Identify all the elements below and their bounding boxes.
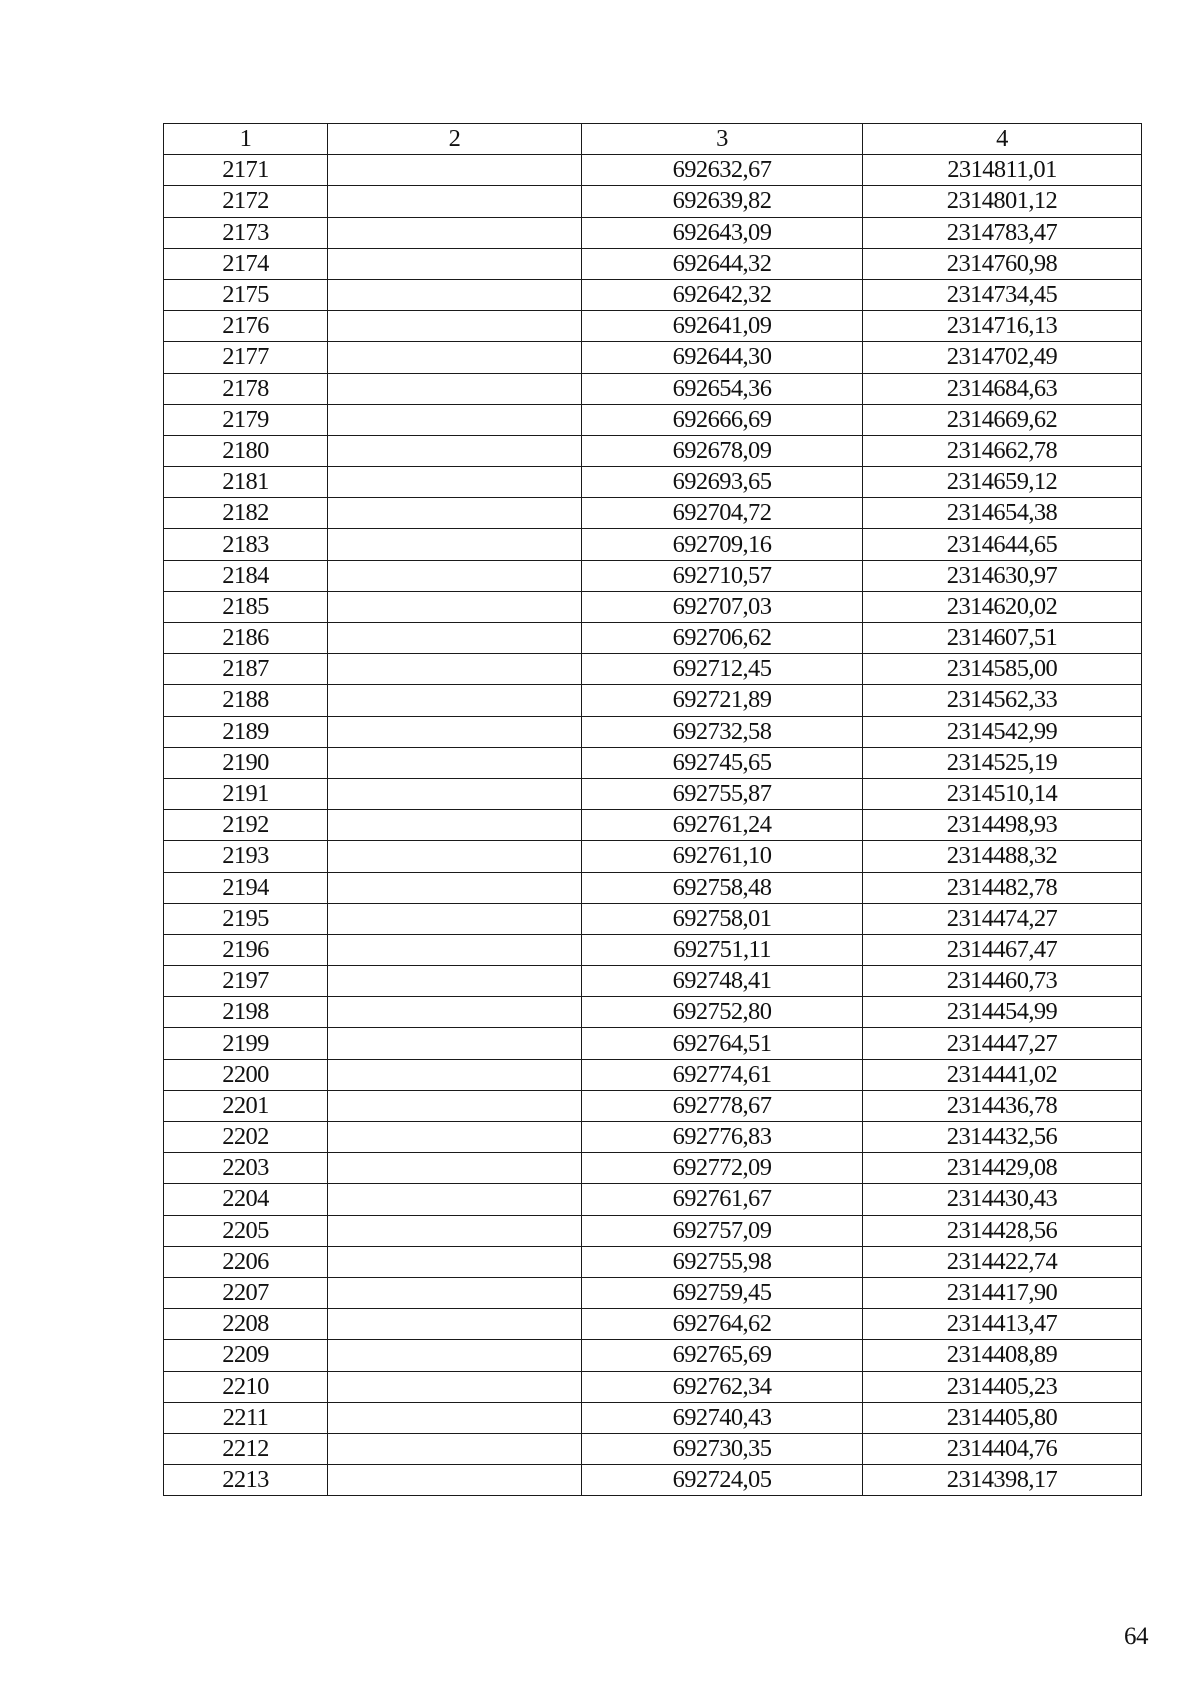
point-number-cell: 2191 [164, 778, 328, 809]
table-row [164, 373, 1142, 404]
point-number-cell: 2185 [164, 591, 328, 622]
table-row [164, 810, 1142, 841]
y-coordinate-cell: 2314811,01 [863, 155, 1142, 186]
point-number-cell: 2192 [164, 810, 328, 841]
table-row [164, 1309, 1142, 1340]
y-coordinate-cell: 2314460,73 [863, 966, 1142, 997]
point-number-cell: 2180 [164, 435, 328, 466]
point-number-cell: 2209 [164, 1340, 328, 1371]
point-number-cell: 2198 [164, 997, 328, 1028]
x-coordinate-cell: 692761,24 [582, 810, 863, 841]
y-coordinate-cell: 2314428,56 [863, 1215, 1142, 1246]
point-number-cell: 2183 [164, 529, 328, 560]
empty-cell [328, 217, 582, 248]
point-number-cell: 2206 [164, 1246, 328, 1277]
x-coordinate-cell: 692644,32 [582, 248, 863, 279]
empty-cell [328, 1402, 582, 1433]
header-cell-3: 3 [582, 124, 863, 155]
x-coordinate-cell: 692761,67 [582, 1184, 863, 1215]
y-coordinate-cell: 2314474,27 [863, 903, 1142, 934]
empty-cell [328, 1465, 582, 1496]
empty-cell [328, 529, 582, 560]
x-coordinate-cell: 692752,80 [582, 997, 863, 1028]
x-coordinate-cell: 692758,48 [582, 872, 863, 903]
table-row [164, 1340, 1142, 1371]
y-coordinate-cell: 2314630,97 [863, 560, 1142, 591]
table-row [164, 591, 1142, 622]
point-number-cell: 2184 [164, 560, 328, 591]
table-row [164, 217, 1142, 248]
x-coordinate-cell: 692704,72 [582, 498, 863, 529]
table-row [164, 1153, 1142, 1184]
y-coordinate-cell: 2314467,47 [863, 934, 1142, 965]
x-coordinate-cell: 692641,09 [582, 311, 863, 342]
point-number-cell: 2177 [164, 342, 328, 373]
table-row [164, 1028, 1142, 1059]
empty-cell [328, 404, 582, 435]
table-row [164, 997, 1142, 1028]
y-coordinate-cell: 2314659,12 [863, 467, 1142, 498]
point-number-cell: 2205 [164, 1215, 328, 1246]
empty-cell [328, 279, 582, 310]
point-number-cell: 2195 [164, 903, 328, 934]
point-number-cell: 2194 [164, 872, 328, 903]
x-coordinate-cell: 692764,62 [582, 1309, 863, 1340]
table-row [164, 778, 1142, 809]
table-row [164, 966, 1142, 997]
empty-cell [328, 155, 582, 186]
x-coordinate-cell: 692765,69 [582, 1340, 863, 1371]
empty-cell [328, 560, 582, 591]
empty-cell [328, 1059, 582, 1090]
point-number-cell: 2174 [164, 248, 328, 279]
x-coordinate-cell: 692706,62 [582, 623, 863, 654]
x-coordinate-cell: 692639,82 [582, 186, 863, 217]
y-coordinate-cell: 2314432,56 [863, 1122, 1142, 1153]
empty-cell [328, 810, 582, 841]
y-coordinate-cell: 2314405,80 [863, 1402, 1142, 1433]
table-row [164, 1090, 1142, 1121]
table-row [164, 435, 1142, 466]
point-number-cell: 2187 [164, 654, 328, 685]
x-coordinate-cell: 692707,03 [582, 591, 863, 622]
point-number-cell: 2204 [164, 1184, 328, 1215]
table-body [164, 155, 1142, 1496]
x-coordinate-cell: 692764,51 [582, 1028, 863, 1059]
y-coordinate-cell: 2314413,47 [863, 1309, 1142, 1340]
empty-cell [328, 1215, 582, 1246]
y-coordinate-cell: 2314417,90 [863, 1277, 1142, 1308]
x-coordinate-cell: 692721,89 [582, 685, 863, 716]
x-coordinate-cell: 692732,58 [582, 716, 863, 747]
empty-cell [328, 1433, 582, 1464]
empty-cell [328, 1153, 582, 1184]
empty-cell [328, 1277, 582, 1308]
empty-cell [328, 498, 582, 529]
y-coordinate-cell: 2314454,99 [863, 997, 1142, 1028]
point-number-cell: 2193 [164, 841, 328, 872]
point-number-cell: 2196 [164, 934, 328, 965]
empty-cell [328, 373, 582, 404]
empty-cell [328, 1309, 582, 1340]
y-coordinate-cell: 2314447,27 [863, 1028, 1142, 1059]
table-row [164, 1433, 1142, 1464]
y-coordinate-cell: 2314422,74 [863, 1246, 1142, 1277]
table-row [164, 623, 1142, 654]
x-coordinate-cell: 692755,87 [582, 778, 863, 809]
empty-cell [328, 1090, 582, 1121]
x-coordinate-cell: 692632,67 [582, 155, 863, 186]
y-coordinate-cell: 2314510,14 [863, 778, 1142, 809]
header-cell-1: 1 [164, 124, 328, 155]
empty-cell [328, 342, 582, 373]
point-number-cell: 2172 [164, 186, 328, 217]
y-coordinate-cell: 2314562,33 [863, 685, 1142, 716]
x-coordinate-cell: 692693,65 [582, 467, 863, 498]
empty-cell [328, 1122, 582, 1153]
y-coordinate-cell: 2314482,78 [863, 872, 1142, 903]
y-coordinate-cell: 2314801,12 [863, 186, 1142, 217]
y-coordinate-cell: 2314488,32 [863, 841, 1142, 872]
x-coordinate-cell: 692761,10 [582, 841, 863, 872]
x-coordinate-cell: 692709,16 [582, 529, 863, 560]
empty-cell [328, 685, 582, 716]
y-coordinate-cell: 2314430,43 [863, 1184, 1142, 1215]
empty-cell [328, 1246, 582, 1277]
x-coordinate-cell: 692642,32 [582, 279, 863, 310]
page-number: 64 [1124, 1623, 1148, 1650]
header-row [164, 124, 1142, 155]
point-number-cell: 2189 [164, 716, 328, 747]
point-number-cell: 2202 [164, 1122, 328, 1153]
table-row [164, 716, 1142, 747]
table-row [164, 1059, 1142, 1090]
y-coordinate-cell: 2314398,17 [863, 1465, 1142, 1496]
coordinates-table [163, 123, 1142, 1496]
x-coordinate-cell: 692666,69 [582, 404, 863, 435]
table-row [164, 934, 1142, 965]
table-row [164, 747, 1142, 778]
empty-cell [328, 716, 582, 747]
point-number-cell: 2201 [164, 1090, 328, 1121]
point-number-cell: 2213 [164, 1465, 328, 1496]
empty-cell [328, 872, 582, 903]
x-coordinate-cell: 692730,35 [582, 1433, 863, 1464]
table-row [164, 1465, 1142, 1496]
x-coordinate-cell: 692755,98 [582, 1246, 863, 1277]
empty-cell [328, 623, 582, 654]
y-coordinate-cell: 2314716,13 [863, 311, 1142, 342]
table-row [164, 1277, 1142, 1308]
table-row [164, 467, 1142, 498]
table-row [164, 841, 1142, 872]
empty-cell [328, 778, 582, 809]
empty-cell [328, 903, 582, 934]
x-coordinate-cell: 692643,09 [582, 217, 863, 248]
point-number-cell: 2171 [164, 155, 328, 186]
point-number-cell: 2182 [164, 498, 328, 529]
x-coordinate-cell: 692710,57 [582, 560, 863, 591]
empty-cell [328, 1028, 582, 1059]
x-coordinate-cell: 692751,11 [582, 934, 863, 965]
y-coordinate-cell: 2314644,65 [863, 529, 1142, 560]
empty-cell [328, 467, 582, 498]
y-coordinate-cell: 2314607,51 [863, 623, 1142, 654]
x-coordinate-cell: 692759,45 [582, 1277, 863, 1308]
y-coordinate-cell: 2314408,89 [863, 1340, 1142, 1371]
x-coordinate-cell: 692740,43 [582, 1402, 863, 1433]
y-coordinate-cell: 2314525,19 [863, 747, 1142, 778]
y-coordinate-cell: 2314620,02 [863, 591, 1142, 622]
y-coordinate-cell: 2314734,45 [863, 279, 1142, 310]
y-coordinate-cell: 2314702,49 [863, 342, 1142, 373]
y-coordinate-cell: 2314498,93 [863, 810, 1142, 841]
empty-cell [328, 311, 582, 342]
table-row [164, 186, 1142, 217]
y-coordinate-cell: 2314436,78 [863, 1090, 1142, 1121]
table-row [164, 1371, 1142, 1402]
empty-cell [328, 654, 582, 685]
y-coordinate-cell: 2314669,62 [863, 404, 1142, 435]
x-coordinate-cell: 692712,45 [582, 654, 863, 685]
point-number-cell: 2190 [164, 747, 328, 778]
table-row [164, 248, 1142, 279]
table-row [164, 155, 1142, 186]
y-coordinate-cell: 2314783,47 [863, 217, 1142, 248]
point-number-cell: 2210 [164, 1371, 328, 1402]
x-coordinate-cell: 692778,67 [582, 1090, 863, 1121]
point-number-cell: 2176 [164, 311, 328, 342]
table-row [164, 498, 1142, 529]
point-number-cell: 2212 [164, 1433, 328, 1464]
empty-cell [328, 248, 582, 279]
empty-cell [328, 966, 582, 997]
table-row [164, 1402, 1142, 1433]
empty-cell [328, 841, 582, 872]
point-number-cell: 2199 [164, 1028, 328, 1059]
table-row [164, 529, 1142, 560]
x-coordinate-cell: 692678,09 [582, 435, 863, 466]
table-row [164, 1246, 1142, 1277]
empty-cell [328, 747, 582, 778]
table-row [164, 279, 1142, 310]
point-number-cell: 2178 [164, 373, 328, 404]
x-coordinate-cell: 692776,83 [582, 1122, 863, 1153]
header-cell-2: 2 [328, 124, 582, 155]
empty-cell [328, 1340, 582, 1371]
x-coordinate-cell: 692748,41 [582, 966, 863, 997]
header-cell-4: 4 [863, 124, 1142, 155]
table-row [164, 1122, 1142, 1153]
table-row [164, 342, 1142, 373]
y-coordinate-cell: 2314429,08 [863, 1153, 1142, 1184]
point-number-cell: 2203 [164, 1153, 328, 1184]
x-coordinate-cell: 692724,05 [582, 1465, 863, 1496]
y-coordinate-cell: 2314585,00 [863, 654, 1142, 685]
table-row [164, 311, 1142, 342]
empty-cell [328, 997, 582, 1028]
table-header [164, 124, 1142, 155]
table-row [164, 872, 1142, 903]
table-row [164, 1184, 1142, 1215]
point-number-cell: 2207 [164, 1277, 328, 1308]
x-coordinate-cell: 692772,09 [582, 1153, 863, 1184]
point-number-cell: 2181 [164, 467, 328, 498]
x-coordinate-cell: 692745,65 [582, 747, 863, 778]
table-row [164, 903, 1142, 934]
point-number-cell: 2188 [164, 685, 328, 716]
x-coordinate-cell: 692774,61 [582, 1059, 863, 1090]
table-row [164, 404, 1142, 435]
table-row [164, 560, 1142, 591]
y-coordinate-cell: 2314760,98 [863, 248, 1142, 279]
point-number-cell: 2208 [164, 1309, 328, 1340]
point-number-cell: 2186 [164, 623, 328, 654]
empty-cell [328, 1371, 582, 1402]
y-coordinate-cell: 2314684,63 [863, 373, 1142, 404]
empty-cell [328, 435, 582, 466]
y-coordinate-cell: 2314405,23 [863, 1371, 1142, 1402]
table-row [164, 654, 1142, 685]
y-coordinate-cell: 2314654,38 [863, 498, 1142, 529]
y-coordinate-cell: 2314662,78 [863, 435, 1142, 466]
point-number-cell: 2200 [164, 1059, 328, 1090]
point-number-cell: 2211 [164, 1402, 328, 1433]
y-coordinate-cell: 2314542,99 [863, 716, 1142, 747]
table-row [164, 685, 1142, 716]
y-coordinate-cell: 2314404,76 [863, 1433, 1142, 1464]
point-number-cell: 2197 [164, 966, 328, 997]
x-coordinate-cell: 692757,09 [582, 1215, 863, 1246]
y-coordinate-cell: 2314441,02 [863, 1059, 1142, 1090]
table-row [164, 1215, 1142, 1246]
x-coordinate-cell: 692762,34 [582, 1371, 863, 1402]
x-coordinate-cell: 692644,30 [582, 342, 863, 373]
point-number-cell: 2179 [164, 404, 328, 435]
empty-cell [328, 1184, 582, 1215]
empty-cell [328, 591, 582, 622]
point-number-cell: 2173 [164, 217, 328, 248]
point-number-cell: 2175 [164, 279, 328, 310]
empty-cell [328, 186, 582, 217]
x-coordinate-cell: 692758,01 [582, 903, 863, 934]
empty-cell [328, 934, 582, 965]
x-coordinate-cell: 692654,36 [582, 373, 863, 404]
